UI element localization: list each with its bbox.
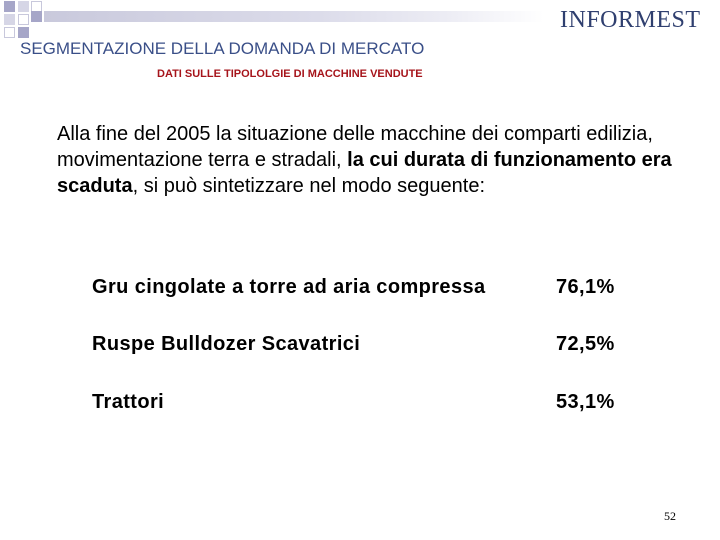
intro-paragraph [57,121,677,199]
machine-type-value: 76,1% [556,276,615,298]
decor-square [4,1,15,12]
decor-square [4,27,15,38]
decor-square [18,1,29,12]
header-bar [44,11,544,22]
informest-logo: INFORMEST [560,7,701,33]
intro-text-end: , si può sintetizzare nel modo seguente: [132,175,486,197]
machine-type-label: Ruspe Bulldozer Scavatrici [92,333,361,355]
decor-square [31,11,42,22]
page-title: SEGMENTAZIONE DELLA DOMANDA DI MERCATO [20,39,425,58]
intro-text: Alla fine del 2005 la situazione delle macchine dei comparti edilizia, movimentazione terra e stradali, [57,123,653,171]
page-number: 52 [664,509,676,523]
machine-type-label: Trattori [92,391,165,413]
intro-emphasis: la cui durata di funzionamento era scaduta [57,149,672,197]
machine-type-value: 53,1% [556,391,615,413]
machine-type-value: 72,5% [556,333,615,355]
decor-square [18,14,29,25]
machine-type-label: Gru cingolate a torre ad aria compressa [92,276,486,298]
page-subtitle: DATI SULLE TIPOLOLGIE DI MACCHINE VENDUTE [157,68,423,80]
decor-square [4,14,15,25]
decor-square [18,27,29,38]
